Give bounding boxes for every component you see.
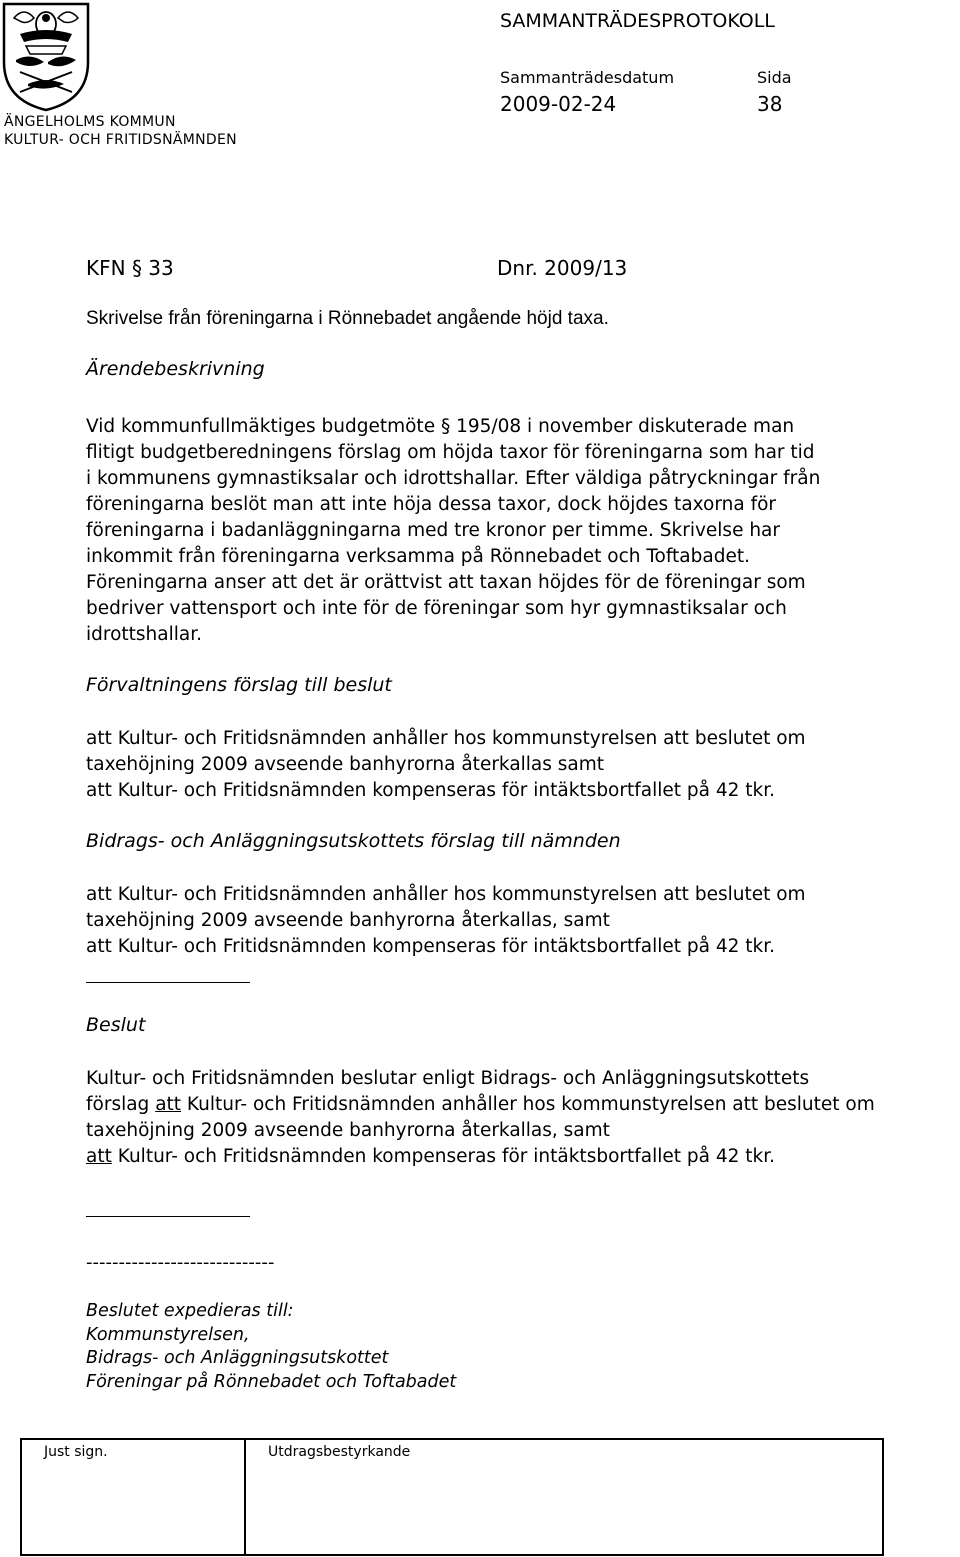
coat-of-arms-logo bbox=[0, 0, 92, 112]
separator-line bbox=[86, 982, 250, 983]
description-line: Föreningarna anser att det är orättvist att taxan höjdes för de föreningar som bbox=[86, 572, 806, 593]
admin-proposal-heading: Förvaltningens förslag till beslut bbox=[86, 674, 392, 696]
page-number: 38 bbox=[757, 92, 783, 116]
proposal-line: att Kultur- och Fritidsnämnden anhåller hos kommunstyrelsen att beslutet om bbox=[86, 728, 806, 749]
case-diary-number: Dnr. 2009/13 bbox=[497, 256, 628, 280]
distribution-recipient: Föreningar på Rönnebadet och Toftabadet bbox=[86, 1371, 457, 1392]
department-name: KULTUR- OCH FRITIDSNÄMNDEN bbox=[4, 132, 237, 148]
decision-body bbox=[86, 1066, 906, 1170]
description-line: idrottshallar. bbox=[86, 624, 203, 645]
proposal-line: att Kultur- och Fritidsnämnden anhåller hos kommunstyrelsen att beslutet om bbox=[86, 884, 806, 905]
certified-label: Utdragsbestyrkande bbox=[268, 1444, 411, 1460]
description-heading: Ärendebeskrivning bbox=[86, 358, 265, 380]
signature-table bbox=[20, 1438, 884, 1556]
dashed-separator: ----------------------------- bbox=[86, 1252, 275, 1273]
distribution-list bbox=[86, 1300, 456, 1394]
description-line: föreningarna i badanläggningarna med tre kronor per timme. Skrivelse har bbox=[86, 520, 781, 541]
decision-line bbox=[86, 1092, 906, 1118]
case-subject: Skrivelse från föreningarna i Rönnebadet angående höjd taxa. bbox=[86, 308, 609, 329]
meeting-date-label: Sammanträdesdatum bbox=[500, 68, 675, 87]
committee-proposal-body bbox=[86, 882, 906, 960]
meeting-date-value: 2009-02-24 bbox=[500, 92, 617, 116]
proposal-line: att Kultur- och Fritidsnämnden kompenseras för intäktsbortfallet på 42 tkr. bbox=[86, 780, 776, 801]
decision-line bbox=[86, 1144, 906, 1170]
decision-text: förslag bbox=[86, 1094, 156, 1115]
decision-att-keyword: att bbox=[86, 1146, 112, 1167]
decision-heading: Beslut bbox=[86, 1014, 146, 1036]
certified-cell[interactable] bbox=[246, 1440, 882, 1554]
proposal-line: taxehöjning 2009 avseende banhyrorna återkallas samt bbox=[86, 754, 605, 775]
description-line: föreningarna beslöt man att inte höja dessa taxor, dock höjdes taxorna för bbox=[86, 494, 777, 515]
committee-proposal-heading: Bidrags- och Anläggningsutskottets förslag till nämnden bbox=[86, 830, 621, 852]
separator-line bbox=[86, 1216, 250, 1217]
organization-name: ÄNGELHOLMS KOMMUN bbox=[4, 114, 176, 130]
description-line: flitigt budgetberedningens förslag om höjda taxor för föreningarna som har tid bbox=[86, 442, 815, 463]
decision-line: taxehöjning 2009 avseende banhyrorna återkallas, samt bbox=[86, 1120, 610, 1141]
just-sign-cell[interactable] bbox=[22, 1440, 246, 1554]
decision-att-keyword: att bbox=[155, 1094, 182, 1115]
distribution-title: Beslutet expedieras till: bbox=[86, 1301, 294, 1321]
description-line: Vid kommunfullmäktiges budgetmöte § 195/08 i november diskuterade man bbox=[86, 416, 795, 437]
decision-text: Kultur- och Fritidsnämnden kompenseras för intäktsbortfallet på 42 tkr. bbox=[111, 1146, 776, 1167]
document-type: SAMMANTRÄDESPROTOKOLL bbox=[500, 10, 775, 32]
distribution-recipient: Bidrags- och Anläggningsutskottet bbox=[86, 1348, 389, 1368]
case-paragraph-number: KFN § 33 bbox=[86, 256, 174, 280]
description-body bbox=[86, 414, 906, 648]
description-line: bedriver vattensport och inte för de föreningar som hyr gymnastiksalar och bbox=[86, 598, 787, 619]
description-line: i kommunens gymnastiksalar och idrottshallar. Efter väldiga påtryckningar från bbox=[86, 468, 821, 489]
description-line: inkommit från föreningarna verksamma på Rönnebadet och Toftabadet. bbox=[86, 546, 750, 567]
decision-text: Kultur- och Fritidsnämnden anhåller hos kommunstyrelsen att beslutet om bbox=[181, 1094, 875, 1115]
just-sign-label: Just sign. bbox=[44, 1444, 108, 1460]
proposal-line: att Kultur- och Fritidsnämnden kompenseras för intäktsbortfallet på 42 tkr. bbox=[86, 936, 776, 957]
proposal-line: taxehöjning 2009 avseende banhyrorna återkallas, samt bbox=[86, 910, 610, 931]
admin-proposal-body bbox=[86, 726, 906, 804]
distribution-recipient: Kommunstyrelsen, bbox=[86, 1324, 250, 1345]
decision-line: Kultur- och Fritidsnämnden beslutar enligt Bidrags- och Anläggningsutskottets bbox=[86, 1068, 810, 1089]
page-label: Sida bbox=[757, 68, 792, 87]
